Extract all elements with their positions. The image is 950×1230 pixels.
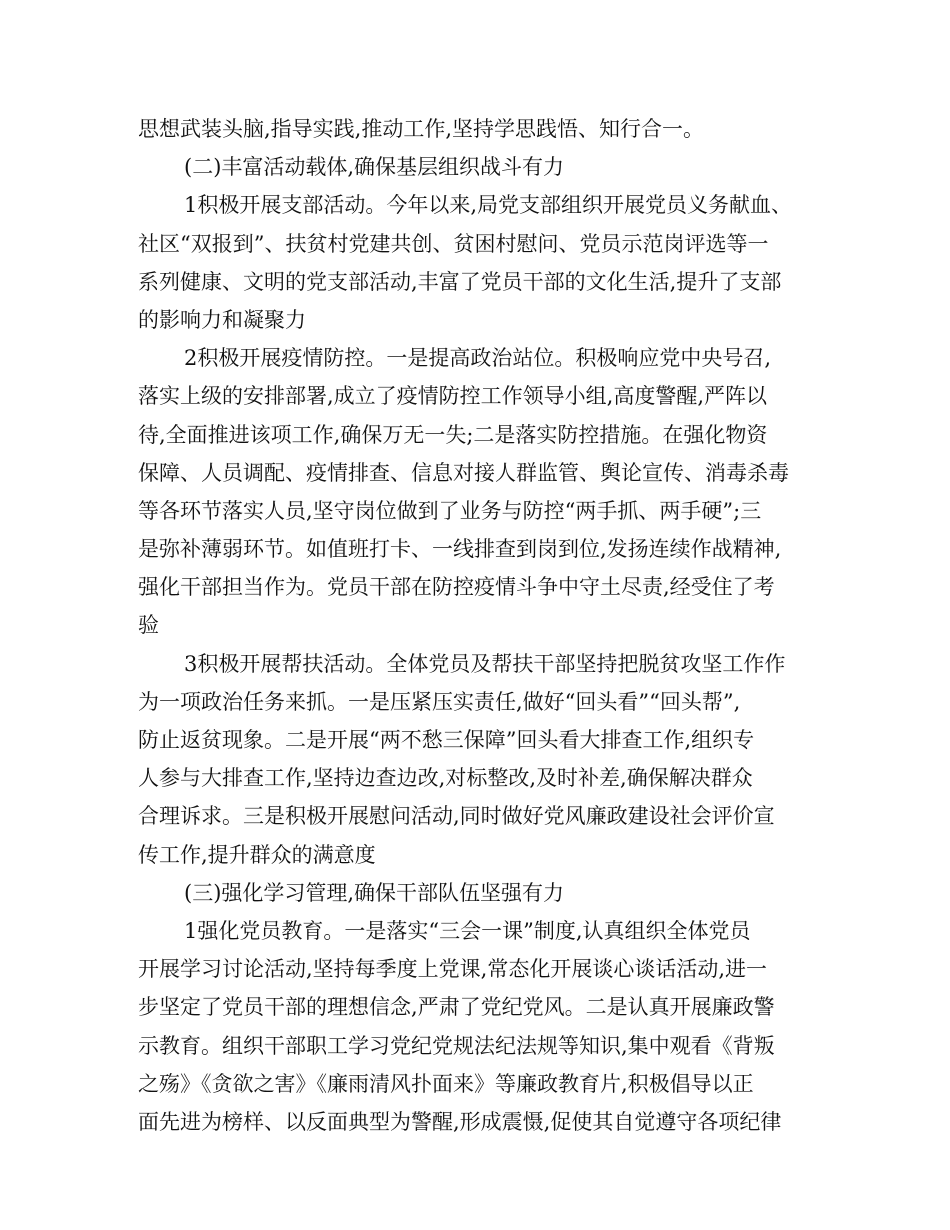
- text-line: 的影响力和凝聚力: [138, 307, 306, 332]
- text-line: 保障、人员调配、疫情排查、信息对接人群监管、舆论宣传、消毒杀毒: [138, 460, 789, 485]
- document-body: [138, 110, 828, 1141]
- text-line: 待,全面推进该项工作,确保万无一失;二是落实防控措施。在强化物资: [138, 422, 768, 447]
- text-line: 传工作,提升群众的满意度: [138, 842, 376, 867]
- text-line: 面先进为榜样、以反面典型为警醒,形成震慑,促使其自觉遵守各项纪律: [138, 1109, 782, 1134]
- text-line: 强化干部担当作为。党员干部在防控疫情斗争中守土尽责,经受住了考: [138, 575, 775, 600]
- text-line: 人参与大排查工作,坚持边查边改,对标整改,及时补差,确保解决群众: [138, 766, 753, 791]
- text-line: 社区“双报到”、扶贫村党建共创、贫困村慰问、党员示范岗评选等一: [138, 231, 769, 256]
- text-line: 步坚定了党员干部的理想信念,严肃了党纪党风。二是认真开展廉政警: [138, 995, 775, 1020]
- text-line: 1强化党员教育。一是落实“三会一课”制度,认真组织全体党员: [184, 918, 751, 943]
- text-line: 是弥补薄弱环节。如值班打卡、一线排查到岗到位,发扬连续作战精神,: [138, 537, 782, 562]
- text-line: 之殇》《贪欲之害》《廉雨清风扑面来》等廉政教育片,积极倡导以正: [138, 1071, 754, 1096]
- text-line: 系列健康、文明的党支部活动,丰富了党员干部的文化生活,提升了支部: [138, 269, 782, 294]
- text-line: 为一项政治任务来抓。一是压紧压实责任,做好“回头看”“回头帮”,: [138, 689, 741, 714]
- text-line: 防止返贫现象。二是开展“两不愁三保障”回头看大排查工作,组织专: [138, 728, 755, 752]
- text-line: (二)丰富活动载体,确保基层组织战斗有力: [184, 155, 565, 180]
- text-line: 2积极开展疫情防控。一是提高政治站位。积极响应党中央号召,: [184, 346, 772, 371]
- text-line: 思想武装头脑,指导实践,推动工作,坚持学思践悟、知行合一。: [138, 117, 705, 141]
- text-line: 验: [138, 613, 159, 638]
- text-line: 示教育。组织干部职工学习党纪党规法纪法规等知识,集中观看《背叛: [138, 1033, 775, 1058]
- text-line: 3积极开展帮扶活动。全体党员及帮扶干部坚持把脱贫攻坚工作作: [184, 651, 786, 676]
- text-line: 1积极开展支部活动。今年以来,局党支部组织开展党员义务献血、: [184, 193, 793, 218]
- text-line: 落实上级的安排部署,成立了疫情防控工作领导小组,高度警醒,严阵以: [138, 384, 768, 409]
- text-line: 等各环节落实人员,坚守岗位做到了业务与防控“两手抓、两手硬”;三: [138, 498, 762, 523]
- text-line: (三)强化学习管理,确保干部队伍坚强有力: [184, 880, 565, 905]
- text-line: 开展学习讨论活动,坚持每季度上党课,常态化开展谈心谈话活动,进一: [138, 957, 768, 982]
- text-line: 合理诉求。三是积极开展慰问活动,同时做好党风廉政建设社会评价宣: [138, 804, 775, 829]
